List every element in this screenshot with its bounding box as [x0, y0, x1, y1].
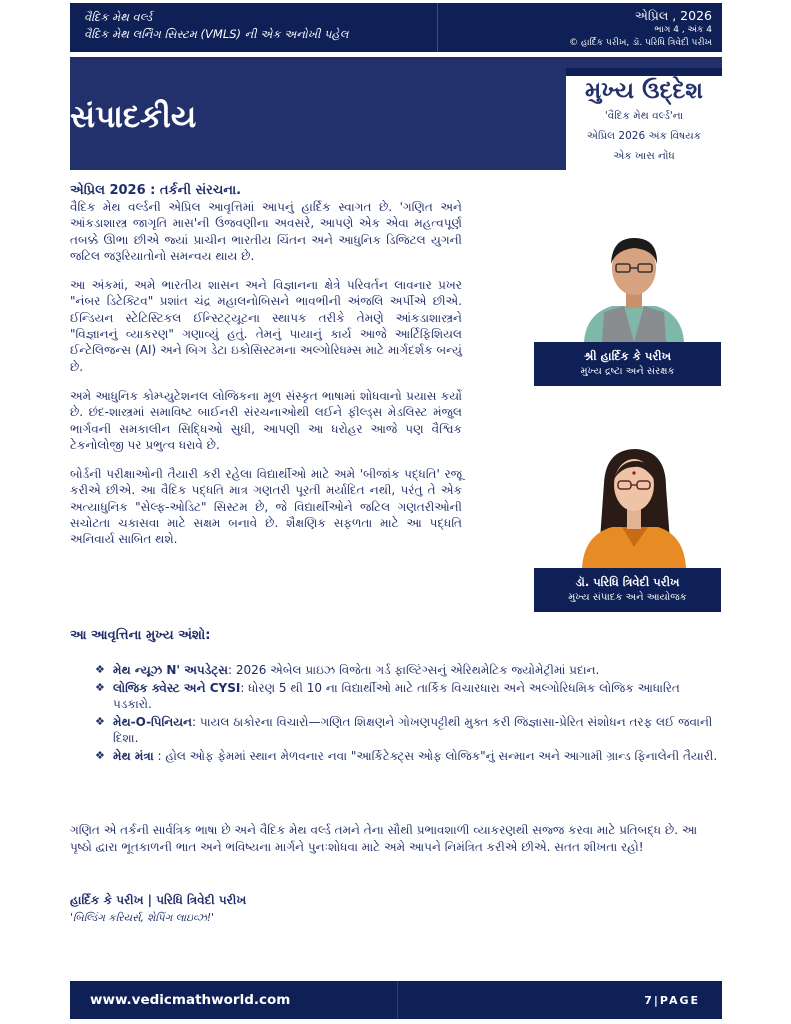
- article-heading: એપ્રિલ 2026 : તર્કની સંરચના.: [70, 183, 242, 198]
- article-paragraph: બોર્ડની પરીક્ષાઓની તૈયારી કરી રહેલા વિદ્યાર્થીઓ માટે અમે 'બીજાંક પદ્ધતિ' રજૂ કરીએ છીએ. આ વૈદિક પદ્ધતિ માત્ર ગણતરી પૂરતી મર્યાદિત નથી, પરંતુ તે એક અત્યાધુનિક "સેલ્ફ-ઓડિટ" સિસ્ટમ છે, જે વિદ્યાર્થીઓને જટિલ ગણતરીઓની સચોટતા ચકાસવા માટે સક્ષમ બનાવે છે. શૈક્ષણિક સફળતા માટે આ પદ્ધતિ અનિવાર્ય સાબિત થશે.: [70, 467, 462, 547]
- issue-month: એપ્રિલ , 2026: [634, 8, 712, 23]
- person-caption: [534, 342, 721, 386]
- person-name: ડૉ. પરિધિ ત્રિવેદી પરીખ: [575, 575, 680, 589]
- highlight-label: મેથ ન્યૂઝ N' અપડેટ્સ: [113, 663, 228, 677]
- highlight-text: : પાયલ ઠાકોરના વિચારો—ગણિત શિક્ષણને ગોખણપટ્ટીથી મુક્ત કરી જિજ્ઞાસા-પ્રેરિત સંશોધન તરફ લઈ જવાની દિશા.: [113, 715, 713, 745]
- person-caption: [534, 568, 721, 612]
- highlight-text: : 2026 એબેલ પ્રાઇઝ વિજેતા ગર્ડ ફાલ્ટિંગ્સનું એરિથમેટિક જ્યોમેટ્રીમાં પ્રદાન.: [227, 663, 600, 677]
- person-role: મુખ્ય દ્રષ્ટા અને સંરક્ષક: [580, 366, 675, 377]
- volume-issue: ભાગ 4 , અંક 4: [654, 25, 712, 35]
- portrait-photo: [564, 443, 704, 568]
- highlight-label: લોજિક ક્વેસ્ટ અને CYSI: [113, 681, 241, 695]
- diamond-bullet-icon: ❖: [95, 715, 105, 728]
- closing-paragraph: ગણિત એ તર્કની સાર્વત્રિક ભાષા છે અને વૈદિક મેથ વર્લ્ડ તમને તેના સૌથી પ્રભાવશાળી વ્યાકરણથી સજ્જ કરવા માટે પ્રતિબદ્ધ છે. આ પૃષ્ઠો દ્વારા ભૂતકાળની ભાત અને ભવિષ્યના માર્ગને પુનઃશોધવા માટે અમે આપને નિમંત્રિત કરીએ છીએ. સતત શીખતા રહો!: [70, 823, 698, 854]
- highlights-section: [70, 628, 722, 766]
- publication-info: [70, 3, 438, 52]
- website-link[interactable]: www.vedicmathworld.com: [90, 992, 291, 1008]
- article-paragraph: આ અંકમાં, અમે ભારતીય શાસન અને વિજ્ઞાનના ક્ષેત્રે પરિવર્તન લાવનાર પ્રખર "નંબર ડિટેક્ટિવ" પ્રશાંત ચંદ્ર મહાલનોબિસને ભાવભીની અંજલિ અર્પીએ છીએ. ઈન્ડિયન સ્ટેટિસ્ટિકલ ઈન્સ્ટિટ્યૂટના સ્થાપક તરીકે તેમણે આંકડાશાસ્ત્રને "વિજ્ઞાનનું વ્યાકરણ" ગણાવ્યું હતું. તેમનું પાયાનું કાર્ય આજે આર્ટિફિશિયલ ઈન્ટેલિજન્સ (AI) અને બિગ ડેટા ઇકોસિસ્ટમના અલ્ગોરિધમ્સ માટે માર્ગદર્શક બન્યું છે.: [70, 278, 462, 374]
- signature: હાર્દિક કે પરીખ | પરિધિ ત્રિવેદી પરીખ: [70, 893, 247, 907]
- page-footer: [70, 981, 722, 1019]
- highlight-item: [95, 680, 722, 712]
- highlight-label: મેથ-O-પિનિયન: [113, 715, 192, 729]
- highlights-list: [70, 662, 722, 764]
- diamond-bullet-icon: ❖: [95, 663, 105, 676]
- highlight-item: [95, 748, 722, 764]
- diamond-bullet-icon: ❖: [95, 749, 105, 762]
- purpose-line: એક ખાસ નોંધ: [613, 150, 675, 162]
- article-paragraph: વૈદિક મેથ વર્લ્ડની એપ્રિલ આવૃત્તિમાં આપનું હાર્દિક સ્વાગત છે. 'ગણિત અને આંકડાશાસ્ત્ર જાગૃતિ માસ'ની ઉજવણીના અવસરે, આપણે એક એવા મહત્વપૂર્ણ તબક્કે ઊભા છીએ જ્યાં પ્રાચીન ભારતીય ચિંતન અને આધુનિક ડિજિટલ યુગની જટિલ જરૂરિયાતોનો સમન્વય થાય છે.: [70, 200, 462, 263]
- editorial-article: [70, 183, 462, 561]
- highlight-text: : હોલ ઓફ ફેમમાં સ્થાન મેળવનાર નવા "આર્કિટેક્ટ્સ ઓફ લોજિક"નું સન્માન અને આગામી ગ્રાન્ડ ફિનાલેની તૈયારી.: [153, 749, 718, 763]
- publication-name: વૈદિક મેથ વર્લ્ડ: [84, 10, 153, 24]
- person-role: મુખ્ય સંપાદક અને આયોજક: [568, 592, 687, 603]
- man-portrait-icon: [564, 222, 704, 342]
- purpose-box: [566, 68, 722, 170]
- purpose-line: 'વૈદિક મેથ વર્લ્ડ'ના: [604, 110, 684, 122]
- highlight-item: [95, 714, 722, 746]
- person-card: [534, 443, 721, 612]
- purpose-heading: મુખ્ય ઉદ્દેશ: [585, 78, 703, 104]
- top-banner: [70, 3, 722, 52]
- publication-tagline: વૈદિક મેથ લર્નિંગ સિસ્ટમ (VMLS) ની એક અનોખી પહેલ: [84, 27, 349, 41]
- person-card: [534, 222, 721, 386]
- highlight-text: : ધોરણ 5 થી 10 ના વિદ્યાર્થીઓ માટે તાર્કિક વિચારધારા અને અલ્ગોરિધમિક લોજિક આધારિત પડકારો.: [113, 681, 680, 711]
- highlight-label: મેથ મંત્રા: [113, 749, 154, 763]
- person-name: શ્રી હાર્દિક કે પરીખ: [583, 349, 672, 363]
- diamond-bullet-icon: ❖: [95, 681, 105, 694]
- portrait-photo: [564, 222, 704, 342]
- page-number: 7|PAGE: [644, 993, 700, 1007]
- copyright: © હાર્દિક પરીખ, ડૉ. પરિધિ ત્રિવેદી પરીખ: [569, 38, 712, 48]
- highlight-item: [95, 662, 722, 678]
- purpose-line: એપ્રિલ 2026 અંક વિષયક: [586, 130, 702, 142]
- highlights-heading: આ આવૃત્તિના મુખ્ય અંશો:: [70, 628, 211, 643]
- article-paragraph: અમે આધુનિક કોમ્પ્યુટેશનલ લોજિકના મૂળ સંસ્કૃત ભાષામાં શોધવાનો પ્રયાસ કર્યો છે. છંદ-શાસ્ત્રમાં સમાવિષ્ટ બાઈનરી સંરચનાઓથી લઈને ફીલ્ડ્સ મેડલિસ્ટ મંજુલ ભાર્ગવની સમકાલીન સિદ્ધિઓ સુધી, આપણી આ ધરોહર આજે પણ વૈશ્વિક ટેકનોલોજી પર પ્રભુત્વ ધરાવે છે.: [70, 388, 462, 452]
- issue-info: [438, 3, 722, 52]
- tagline: 'બિલ્ડિંગ કરિયર્સ, શેપિંગ લાઇવ્ઝ!': [70, 912, 214, 924]
- footer-divider: [397, 981, 398, 1019]
- woman-portrait-icon: [564, 443, 704, 568]
- section-title: સંપાદકીય: [70, 99, 197, 135]
